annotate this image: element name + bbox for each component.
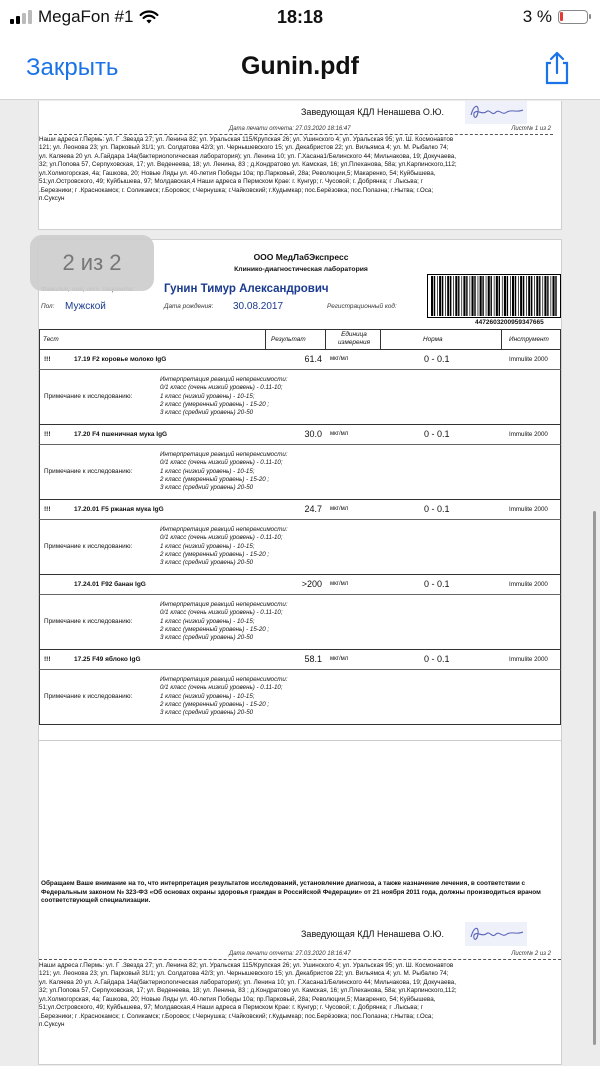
scrollbar[interactable] [593,511,596,1045]
flag-marker: !!! [44,356,51,363]
result-value: 61.4 [304,354,322,364]
battery-percent: 3 % [522,7,552,26]
address-line: 32; ул.Попова 57, Серпуховская, 17; ул. Веденеева, 18; ул. Ленина, 83 ; д.Кондратово ул. Камская, 16; ул.Плеханова, 58а; ул.Карпинского,112; [39,161,457,169]
note-row [39,595,561,650]
patient-name: Гунин Тимур Александрович [164,283,329,295]
note-line: Интерпретация реакций неперенсимости: [160,376,288,383]
address-line: 32; ул.Попова 57, Серпуховская, 17; ул. Веденеева, 18; ул. Ленина, 83 ; д.Кондратово ул. Камская, 16; ул.Плеханова, 58а; ул.Карпинского,112; [39,987,457,995]
unit: мкг/мл [330,656,349,662]
barcode-number: 4472603200959347665 [475,319,544,326]
header-norm: Норма [423,336,443,343]
document-title: Gunin.pdf [240,52,360,80]
legal-notice: Обращаем Ваше внимание на то, что интерпретация результатов исследований, установление диагноза, а также назначение лечения, в соответствии с Федеральным законом № 323-ФЗ «Об основах охраны здоровья граждан в Российской Федерации» от 21 ноября 2011 года, должны производиться врачом соответствующей специализации. [41,880,541,905]
address-line: ул.Холмогорская, 4а; Гашкова, 20; Новые Ляды ул. 40-летия Победы 10а; пр.Парковый, 28а; Революции,5; Макаренко, 54; Куйбышева, [39,995,436,1003]
test-name: 17.20.01 F5 ржаная мука IgG [74,506,164,513]
result-value: 58.1 [304,654,322,664]
address-line: ул. Каляева 20 ул. А.Гайдара 14а(бактериологическая лаборатория); ул. Ленина 10; ул. Г.Хасана1/Белинского 44; Мильчакова, 19; Докучаева, [39,978,456,986]
note-line: 0/1 класс (очень низкий уровень) - 0.11-10; [160,609,283,617]
note-text [160,451,288,492]
note-label: Примечание к исследованию: [44,393,133,400]
header-result: Результат [271,336,306,343]
norm: 0 - 0.1 [424,354,450,364]
share-icon [540,50,574,86]
unit: мкг/мл [330,506,349,512]
results-table [39,329,561,725]
sex-label: Пол: [41,303,55,310]
unit: мкг/мл [330,581,349,587]
dob-value: 30.08.2017 [233,301,284,312]
table-row [39,575,561,595]
test-name: 17.19 F2 коровье молоко IgG [74,356,167,363]
instrument: Immulite 2000 [509,581,548,588]
address-line: ул. Каляева 20 ул. А.Гайдара 14а(бактериологическая лаборатория); ул. Ленина 10; ул. Г.Хасана1/Белинского 44; Мильчакова, 19; Докучаева, [39,152,456,160]
address-line: ул.Холмогорская, 4а; Гашкова, 20; Новые Ляды ул. 40-летия Победы 10а; пр.Парковый, 28а; Революции,5; Макаренко, 54; Куйбышева, [39,169,436,177]
note-text [160,676,288,717]
test-name: 17.24.01 F92 банан IgG [74,581,146,588]
divider [39,959,561,960]
header-unit: Единица измерения [338,331,370,346]
instrument: Immulite 2000 [509,356,548,363]
unit: мкг/мл [330,431,349,437]
instrument: Immulite 2000 [509,506,548,513]
norm: 0 - 0.1 [424,504,450,514]
flag-marker: !!! [44,506,51,513]
page-indicator: 2 из 2 [30,235,154,291]
note-line: 3 класс (средний уровень) 20-50 [160,484,254,491]
test-name: 17.25 F49 яблоко IgG [74,656,141,663]
note-line: 2 класс (умеренный уровень) - 15-20 ; [160,550,270,558]
note-line: 2 класс (умеренный уровень) - 15-20 ; [160,400,270,408]
sex-value: Мужской [65,301,106,312]
test-name: 17.20 F4 пшеничная мука IgG [74,431,168,438]
barcode-image [427,274,561,318]
sheet-number: Лист№ 2 из 2 [511,951,551,957]
norm: 0 - 0.1 [424,579,450,589]
note-line: Интерпретация реакций неперенсимости: [160,601,288,608]
note-line: 1 класс (низкий уровень) - 10-15; [160,692,255,700]
note-line: 2 класс (умеренный уровень) - 15-20 ; [160,625,270,633]
pdf-page-2 [38,239,562,1065]
signature-image [465,922,527,946]
carrier-name: MegaFon #1 [38,7,134,26]
print-date: Дата печати отчета: 27.03.2020 18:16:47 [229,951,351,957]
note-label: Примечание к исследованию: [44,693,133,700]
result-value: >200 [301,579,322,589]
note-line: 3 класс (средний уровень) 20-50 [160,634,254,641]
signature-image [465,101,527,124]
table-row [39,500,561,520]
battery-icon [558,10,588,24]
address-line: п.Суксун [39,1021,65,1029]
dob-label: Дата рождения: [164,303,214,310]
address-line: 121; ул. Леонова 23; ул. Парковый 31/1; ул. Солдатова 42/3; ул. Чернышевского 15; ул. Декабристов 22; ул. Вильямса 4; ул. М. Рыбалко 74; [39,970,449,978]
unit: мкг/мл [330,356,349,362]
note-line: 1 класс (низкий уровень) - 10-15; [160,617,255,625]
note-text [160,526,288,567]
pdf-page-1 [38,101,562,230]
note-label: Примечание к исследованию: [44,468,133,475]
note-line: Интерпретация реакций неперенсимости: [160,451,288,458]
address-line: Наши адреса г.Пермь: ул. Г .Звезда 27; ул. Ленина 82; ул. Уральская 115/Крупская 26; ул. Ушинского 4; ул. Уральская 95; ул. Ш. Космонавтов [39,136,454,143]
note-row [39,445,561,500]
divider [39,740,561,741]
result-value: 30.0 [304,429,322,439]
address-line: 51;ул.Островского, 49; Куйбышева, 97; Молдавская,4 Наши адреса в Пермском Крае: г. Кунгур; г. Чусовой; г. Добрянка; г .Лысьва; г [39,178,423,186]
table-row [39,425,561,445]
note-line: 2 класс (умеренный уровень) - 15-20 ; [160,475,270,483]
signer-name: Заведующая КДЛ Ненашева О.Ю. [301,929,444,939]
instrument: Immulite 2000 [509,656,548,663]
address-line: 121; ул. Леонова 23; ул. Парковый 31/1; ул. Солдатова 42/3; ул. Чернышевского 15; ул. Декабристов 22; ул. Вильямса 4; ул. М. Рыбалко 74; [39,144,449,152]
note-text [160,601,288,642]
note-line: Интерпретация реакций неперенсимости: [160,526,288,533]
note-row [39,370,561,425]
print-date: Дата печати отчета: 27.03.2020 18:16:47 [229,126,351,132]
note-line: 1 класс (низкий уровень) - 10-15; [160,392,255,400]
address-line: .Березники; г .Краснокамск; г. Соликамск; г.Боровск; г.Чернушка; г.Чайковский; г.Кудымкар; пос.Берёзовка; пос.Полазна; г.Нытва; г.Оса; [39,1012,434,1020]
table-row [39,650,561,670]
instrument: Immulite 2000 [509,431,548,438]
note-line: 2 класс (умеренный уровень) - 15-20 ; [160,700,270,708]
close-button[interactable]: Закрыть [26,54,119,81]
registration-code-label: Регистрационный код: [327,303,397,310]
laboratory-name: Клинико-диагностическая лаборатория [234,266,368,273]
note-line: 1 класс (низкий уровень) - 10-15; [160,542,255,550]
flag-marker: !!! [44,656,51,663]
status-bar [0,0,600,36]
clock: 18:18 [276,7,324,27]
addresses-block [39,962,559,1030]
note-row [39,670,561,725]
organization-name: ООО МедЛабЭкспресс [253,252,349,262]
note-line: 3 класс (средний уровень) 20-50 [160,409,254,416]
flag-marker: !!! [44,431,51,438]
norm: 0 - 0.1 [424,429,450,439]
header-test: Тест [43,336,59,343]
note-line: 3 класс (средний уровень) 20-50 [160,559,254,566]
signer-name: Заведующая КДЛ Ненашева О.Ю. [301,107,444,117]
share-button[interactable] [540,50,574,86]
table-row [39,350,561,370]
result-value: 24.7 [304,504,322,514]
note-line: Интерпретация реакций неперенсимости: [160,676,288,683]
navigation-bar [0,36,600,100]
note-line: 0/1 класс (очень низкий уровень) - 0.11-10; [160,534,283,542]
note-line: 1 класс (низкий уровень) - 10-15; [160,467,255,475]
sheet-number: Лист№ 1 из 2 [511,126,551,132]
note-line: 0/1 класс (очень низкий уровень) - 0.11-10; [160,684,283,692]
address-line: Наши адреса г.Пермь: ул. Г .Звезда 27; ул. Ленина 82; ул. Уральская 115/Крупская 26; ул. Ушинского 4; ул. Уральская 95; ул. Ш. Космонавтов [39,962,454,969]
note-row [39,520,561,575]
note-label: Примечание к исследованию: [44,543,133,550]
pdf-viewer[interactable] [0,101,600,1066]
table-header [39,329,561,350]
address-line: .Березники; г .Краснокамск; г. Соликамск; г.Боровск; г.Чернушка; г.Чайковский; г.Кудымкар; пос.Берёзовка; пос.Полазна; г.Нытва; г.Оса; [39,186,434,194]
divider [49,134,553,135]
norm: 0 - 0.1 [424,654,450,664]
note-line: 3 класс (средний уровень) 20-50 [160,709,254,716]
note-text [160,376,288,417]
address-line: 51;ул.Островского, 49; Куйбышева, 97; Молдавская,4 Наши адреса в Пермском Крае: г. Кунгур; г. Чусовой; г. Добрянка; г .Лысьва; г [39,1004,423,1012]
note-label: Примечание к исследованию: [44,618,133,625]
note-line: 0/1 класс (очень низкий уровень) - 0.11-10; [160,459,283,467]
address-line: п.Суксун [39,195,65,203]
header-instrument: Инструмент [509,336,549,343]
addresses-block [39,136,559,204]
note-line: 0/1 класс (очень низкий уровень) - 0.11-10; [160,384,283,392]
